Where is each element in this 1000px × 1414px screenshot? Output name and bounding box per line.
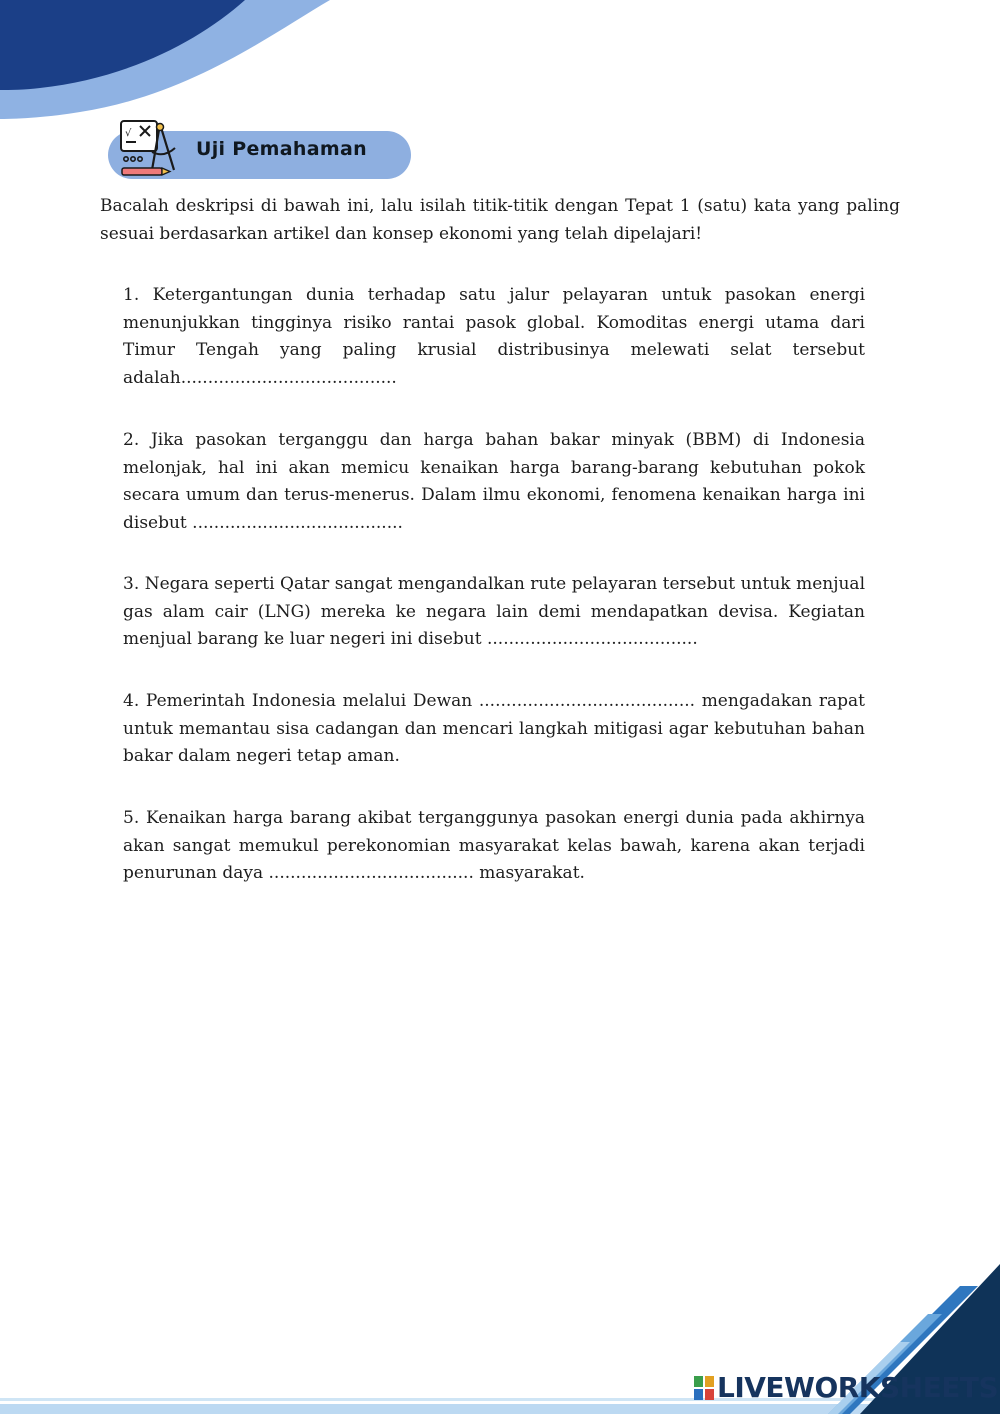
question-text: Pemerintah Indonesia melalui Dewan	[145, 691, 479, 711]
brand-watermark	[694, 1372, 998, 1404]
math-tools-icon	[118, 118, 184, 182]
question-text-after: mengadakan rapat untuk memantau sisa cadangan dan mencari langkah mitigasi agar kebutuhan bahan bakar dalam negeri tetap aman.	[123, 691, 866, 767]
question-text: Ketergantungan dunia terhadap satu jalur pelayaran untuk pasokan energi menunjukkan tingginya risiko rantai pasok global. Komoditas energi utama dari Timur Tengah yang paling krusial distribusinya melewati selat tersebut adalah	[123, 285, 866, 388]
answer-blank-1[interactable]: ........................................	[180, 367, 397, 388]
question-text-after: masyarakat.	[473, 863, 585, 884]
question-text: Kenaikan harga barang akibat terganggunya pasokan energi dunia pada akhirnya akan sangat memukul perekonomian masyarakat kelas bawah, karena akan terjadi penurunan daya	[123, 808, 866, 884]
question-number: 3.	[123, 574, 140, 594]
live-blocks-icon	[694, 1376, 714, 1400]
question-2	[123, 427, 865, 537]
brand-name: LIVEWORKSHEETS	[717, 1371, 999, 1404]
answer-blank-3[interactable]: .......................................	[486, 629, 698, 650]
top-wave-decoration	[0, 0, 340, 125]
question-text: Jika pasokan terganggu dan harga bahan bakar minyak (BBM) di Indonesia melonjak, hal ini akan memicu kenaikan harga barang-barang kebutuhan pokok secara umum dan terus-menerus. Dalam ilmu ekonomi, fenomena kenaikan harga ini disebut	[123, 430, 865, 533]
answer-blank-4[interactable]: ........................................	[478, 691, 696, 711]
question-1	[123, 282, 865, 392]
page-title: Uji Pemahaman	[196, 138, 367, 160]
question-text: Negara seperti Qatar sangat mengandalkan rute pelayaran tersebut untuk menjual gas alam cair (LNG) mereka ke negara lain demi mendapatkan devisa. Kegiatan menjual barang ke luar negeri ini disebut	[123, 574, 866, 650]
question-number: 1.	[123, 285, 140, 305]
svg-text:√: √	[125, 128, 132, 139]
question-5	[123, 805, 865, 888]
instructions-text: Bacalah deskripsi di bawah ini, lalu isilah titik-titik dengan Tepat 1 (satu) kata yang paling sesuai berdasarkan artikel dan konsep ekonomi yang telah dipelajari!	[100, 196, 900, 244]
question-4	[123, 688, 865, 771]
answer-blank-2[interactable]: .......................................	[192, 512, 403, 533]
answer-blank-5[interactable]: ......................................	[268, 863, 474, 884]
question-number: 2.	[123, 430, 140, 450]
question-number: 5.	[123, 808, 140, 828]
question-number: 4.	[123, 691, 140, 711]
question-3	[123, 571, 865, 654]
